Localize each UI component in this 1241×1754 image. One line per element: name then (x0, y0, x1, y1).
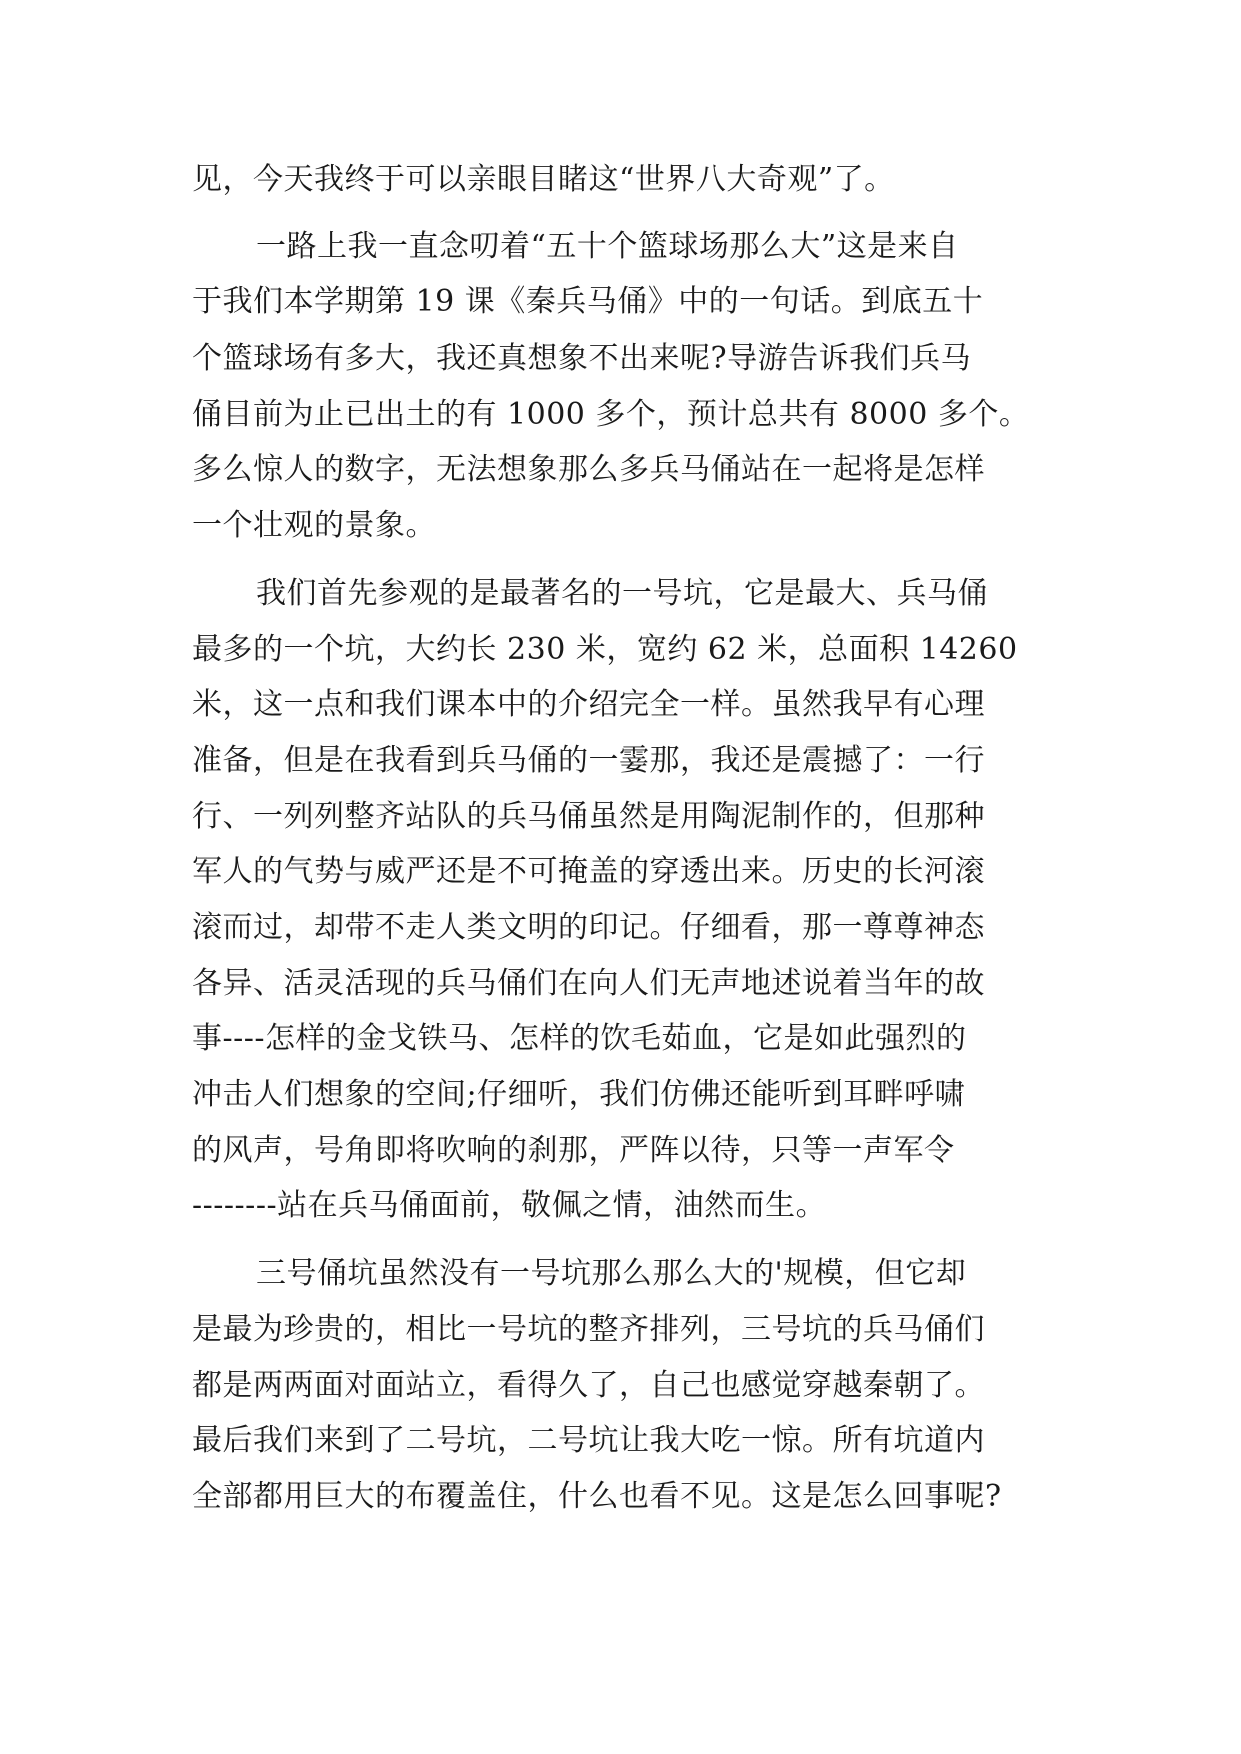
text-line: 一个壮观的景象。 (192, 508, 436, 543)
text-line: 最后我们来到了二号坑，二号坑让我大吃一惊。所有坑道内 (192, 1423, 985, 1458)
text-line: 多么惊人的数字，无法想象那么多兵马俑站在一起将是怎样 (192, 452, 985, 487)
text-line: 是最为珍贵的，相比一号坑的整齐排列，三号坑的兵马俑们 (192, 1312, 985, 1347)
text-line: 于我们本学期第 19 课《秦兵马俑》中的一句话。到底五十 (192, 284, 984, 319)
text-line: 的风声，号角即将吹响的刹那，严阵以待，只等一声军令 (192, 1133, 955, 1168)
text-line: --------站在兵马俑面前，敬佩之情，油然而生。 (192, 1188, 827, 1223)
text-line: 米，这一点和我们课本中的介绍完全一样。虽然我早有心理 (192, 687, 985, 722)
text-line: 滚而过，却带不走人类文明的印记。仔细看，那一尊尊神态 (192, 910, 985, 945)
text-line: 各异、活灵活现的兵马俑们在向人们无声地述说着当年的故 (192, 966, 985, 1001)
paragraph-start-line: 一路上我一直念叨着“五十个篮球场那么大”这是来自 (256, 229, 959, 264)
paragraph-start-line: 我们首先参观的是最著名的一号坑，它是最大、兵马俑 (256, 576, 988, 611)
paragraph-start-line: 三号俑坑虽然没有一号坑那么那么大的'规模，但它却 (256, 1256, 967, 1291)
text-line: 冲击人们想象的空间;仔细听，我们仿佛还能听到耳畔呼啸 (192, 1077, 966, 1112)
text-line: 个篮球场有多大，我还真想象不出来呢?导游告诉我们兵马 (192, 341, 972, 376)
text-line: 准备，但是在我看到兵马俑的一霎那，我还是震撼了：一行 (192, 743, 985, 778)
text-line: 俑目前为止已出土的有 1000 多个，预计总共有 8000 多个。 (192, 397, 1030, 432)
text-line: 行、一列列整齐站队的兵马俑虽然是用陶泥制作的，但那种 (192, 799, 985, 834)
text-line: 都是两两面对面站立，看得久了，自己也感觉穿越秦朝了。 (192, 1368, 985, 1403)
text-line: 见，今天我终于可以亲眼目睹这“世界八大奇观”了。 (192, 162, 895, 197)
text-line: 最多的一个坑，大约长 230 米，宽约 62 米，总面积 14260 (192, 632, 1018, 667)
text-line: 军人的气势与威严还是不可掩盖的穿透出来。历史的长河滚 (192, 854, 985, 889)
text-line: 全部都用巨大的布覆盖住，什么也看不见。这是怎么回事呢? (192, 1479, 1002, 1514)
text-line: 事----怎样的金戈铁马、怎样的饮毛茹血，它是如此强烈的 (192, 1021, 967, 1056)
